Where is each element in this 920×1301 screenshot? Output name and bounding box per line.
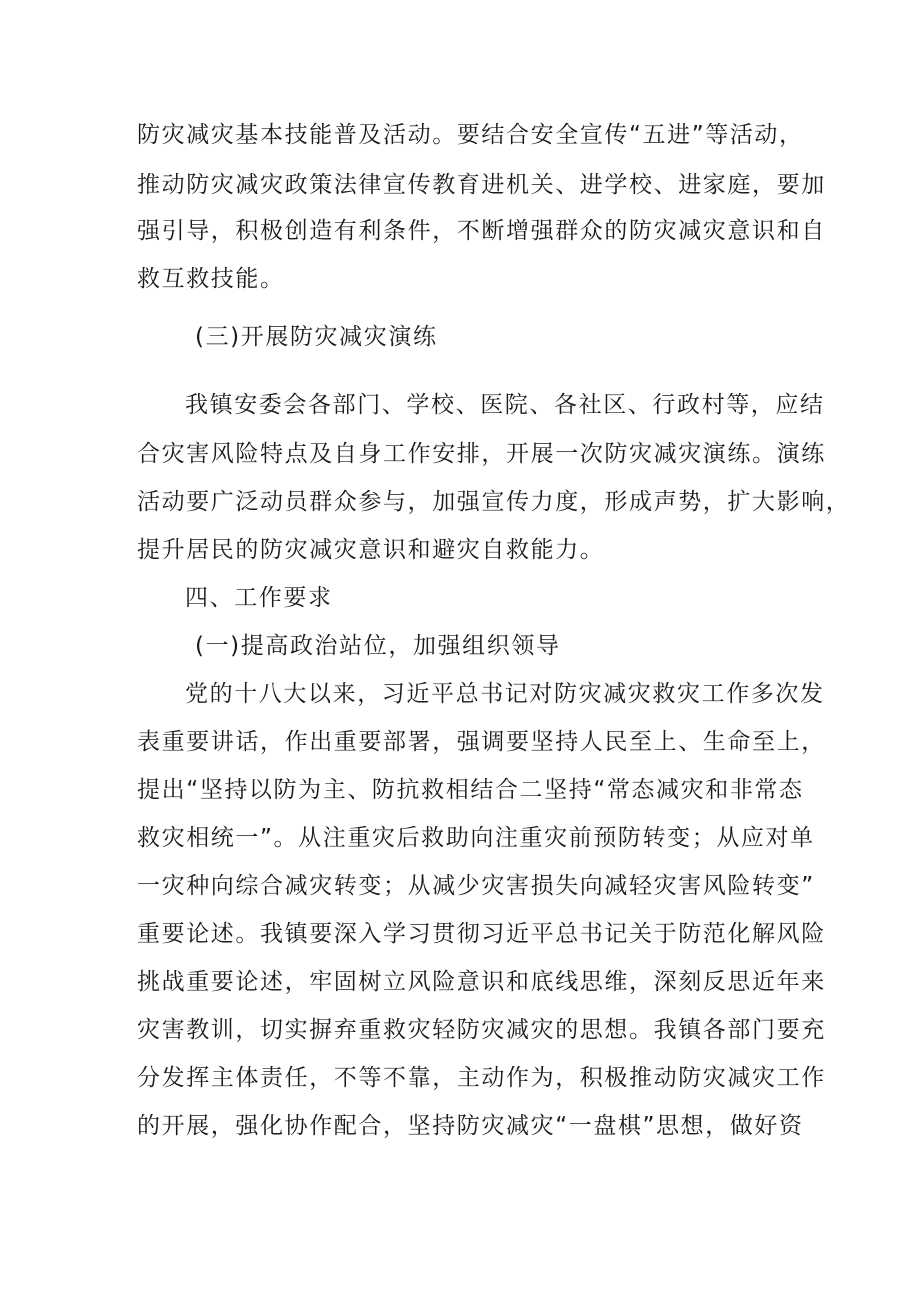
paragraph-line: 推动防灾减灾政策法律宣传教育进机关、进学校、进家庭，要加 — [137, 172, 826, 198]
paragraph-line: 表重要讲话，作出重要部署，强调要坚持人民至上、生命至上， — [137, 729, 826, 755]
paragraph-line: 强引导，积极创造有利条件，不断增强群众的防灾减灾意识和自 — [137, 218, 826, 244]
paragraph-line: 分发挥主体责任，不等不靠，主动作为，积极推动防灾减灾工作 — [137, 1065, 826, 1091]
section-heading: 四、工作要求 — [185, 585, 333, 611]
paragraph-line: 的开展，强化协作配合，坚持防灾减灾“一盘棋”思想，做好资 — [137, 1113, 804, 1139]
paragraph-line: 提出“坚持以防为主、防抗救相结合二坚持“常态减灾和非常态 — [137, 777, 804, 803]
paragraph-line: 防灾减灾基本技能普及活动。要结合安全宣传“五进”等活动， — [137, 122, 804, 148]
paragraph-line: 党的十八大以来，习近平总书记对防灾减灾救灾工作多次发 — [185, 681, 825, 707]
paragraph-line: 救互救技能。 — [137, 266, 285, 292]
paragraph-line: 我镇安委会各部门、学校、医院、各社区、行政村等，应结 — [185, 392, 825, 418]
paragraph-line: 一灾种向综合减灾转变；从减少灾害损失向减轻灾害风险转变” — [137, 873, 815, 899]
paragraph-line: 救灾相统一”。从注重灾后救助向注重灾前预防转变；从应对单 — [137, 825, 815, 851]
paragraph-line: 提升居民的防灾减灾意识和避灾自救能力。 — [137, 537, 605, 563]
paragraph-line: 灾害教训，切实摒弃重救灾轻防灾减灾的思想。我镇各部门要充 — [137, 1017, 826, 1043]
subsection-heading: (一)提高政治站位，加强组织领导 — [195, 633, 561, 659]
paragraph-line: 活动要广泛动员群众参与，加强宣传力度，形成声势，扩大影响， — [137, 489, 851, 515]
paragraph-line: 合灾害风险特点及自身工作安排，开展一次防灾减灾演练。演练 — [137, 441, 826, 467]
section-heading: (三)开展防灾减灾演练 — [195, 324, 438, 350]
paragraph-line: 重要论述。我镇要深入学习贯彻习近平总书记关于防范化解风险 — [137, 921, 826, 947]
paragraph-line: 挑战重要论述，牢固树立风险意识和底线思维，深刻反思近年来 — [137, 969, 826, 995]
